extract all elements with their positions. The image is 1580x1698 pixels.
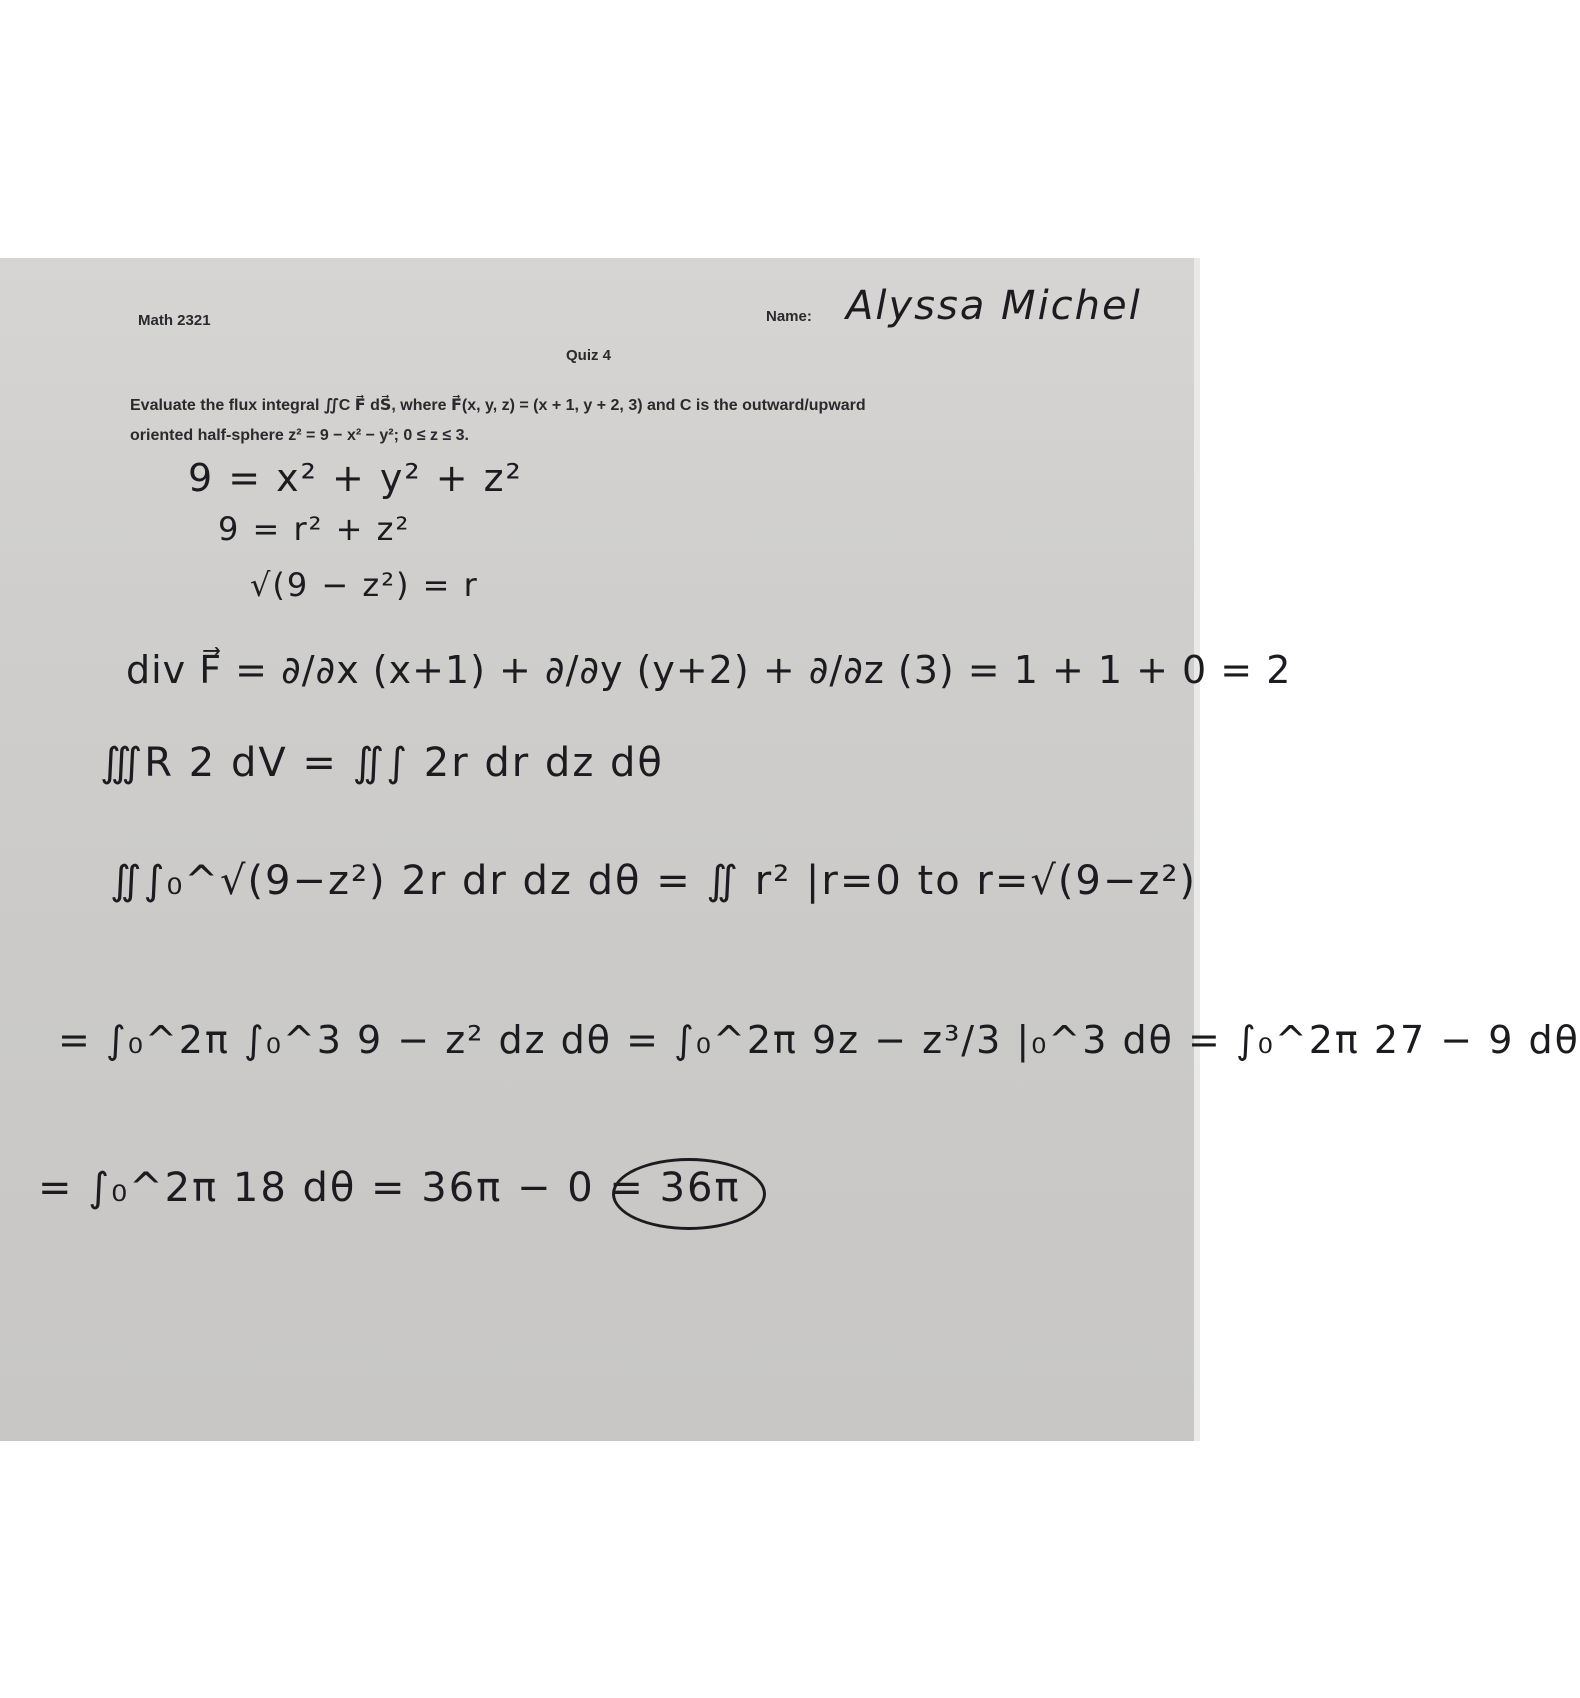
- photo-edge: [1194, 258, 1200, 1441]
- work-line-1: 9 = x² + y² + z²: [188, 456, 523, 500]
- work-line-2: 9 = r² + z²: [218, 510, 411, 548]
- work-line-divergence: div F⃗ = ∂/∂x (x+1) + ∂/∂y (y+2) + ∂/∂z (3) = 1 + 1 + 0 = 2: [126, 648, 1292, 692]
- quiz-sheet-photo: [0, 258, 1580, 1441]
- name-label: Name:: [766, 308, 812, 325]
- work-line-final: = ∫₀^2π 18 dθ = 36π − 0 = 36π: [38, 1165, 741, 1211]
- work-line-triple-integral: ∭R 2 dV = ∬∫ 2r dr dz dθ: [100, 740, 664, 786]
- problem-line-1: Evaluate the flux integral ∬C F⃗ dS⃗, where F⃗(x, y, z) = (x + 1, y + 2, 3) and C is the outward/upward: [130, 397, 866, 414]
- problem-statement: [130, 391, 1080, 451]
- work-line-evaluation: = ∫₀^2π ∫₀^3 9 − z² dz dθ = ∫₀^2π 9z − z³/3 |₀^3 dθ = ∫₀^2π 27 − 9 dθ: [58, 1018, 1580, 1062]
- answer-circle: [612, 1158, 766, 1230]
- quiz-title: Quiz 4: [566, 347, 612, 364]
- work-line-inner-integral: ∬∫₀^√(9−z²) 2r dr dz dθ = ∬ r² |r=0 to r=√(9−z²): [110, 858, 1198, 904]
- course-label: Math 2321: [138, 312, 211, 329]
- work-line-3: √(9 − z²) = r: [250, 566, 479, 604]
- student-name: Alyssa Michel: [846, 283, 1142, 329]
- problem-line-2: oriented half-sphere z² = 9 − x² − y²; 0 ≤ z ≤ 3.: [130, 427, 469, 444]
